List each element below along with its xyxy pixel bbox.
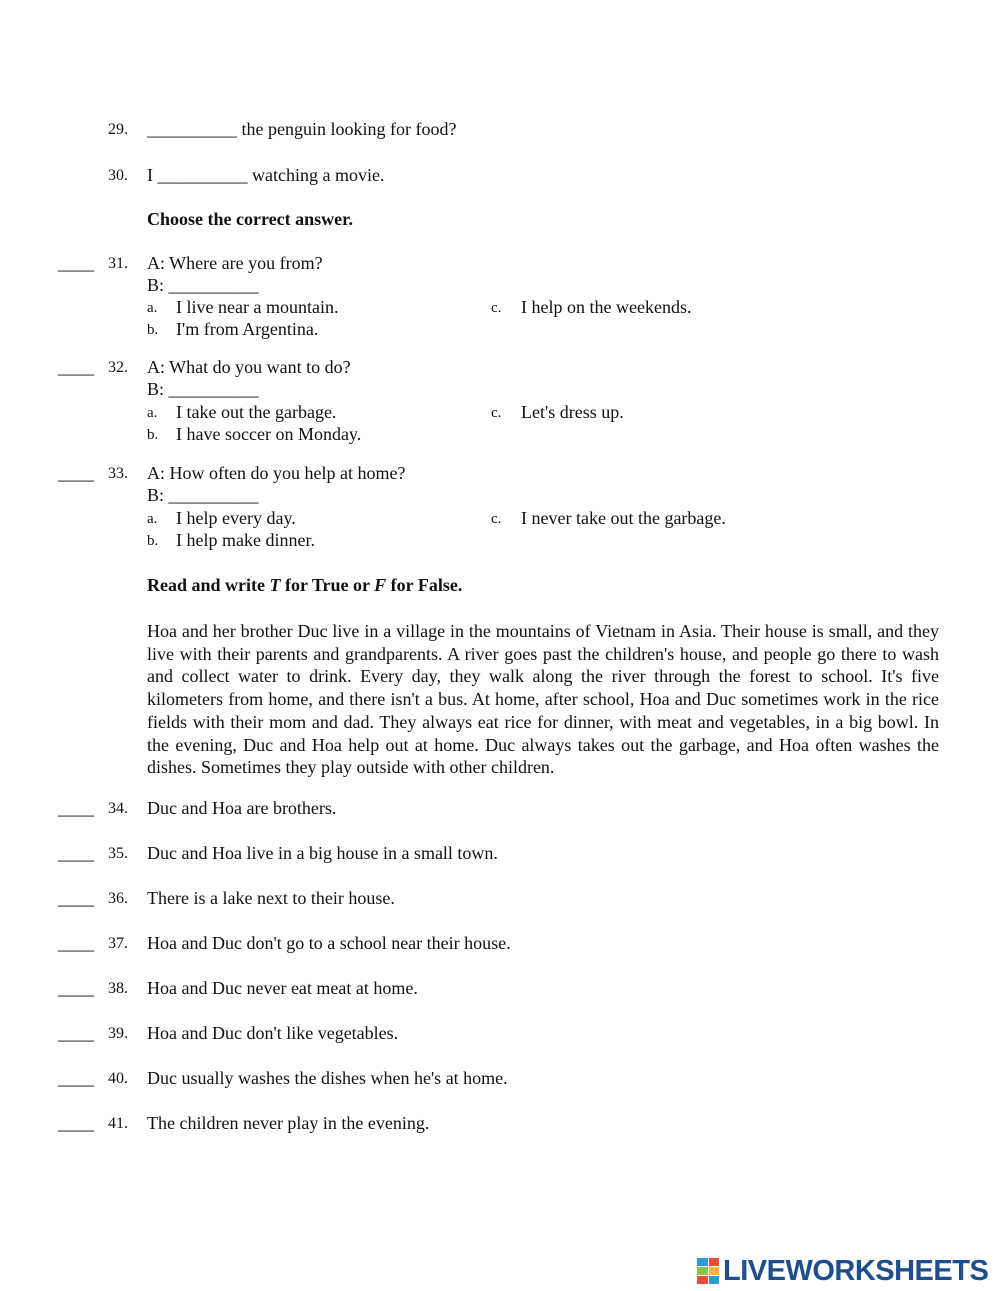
option-text-33b: I help make dinner. — [176, 530, 315, 550]
statement-38: Hoa and Duc never eat meat at home. — [147, 978, 418, 998]
question-number-34: 34. — [108, 800, 128, 817]
question-number-37: 37. — [108, 935, 128, 952]
question-number-32: 32. — [108, 359, 128, 376]
answer-blank-37[interactable]: ____ — [58, 933, 94, 953]
liveworksheets-logo — [697, 1254, 988, 1288]
heading-part-3: for False. — [386, 575, 463, 595]
answer-line-31: B: __________ — [147, 275, 259, 295]
option-letter-31a: a. — [147, 300, 158, 316]
logo-tiles-icon — [697, 1258, 719, 1284]
answer-blank-39[interactable]: ____ — [58, 1023, 94, 1043]
option-text-31c: I help on the weekends. — [521, 297, 692, 317]
option-text-31b: I'm from Argentina. — [176, 319, 319, 339]
logo-tile — [709, 1276, 720, 1284]
question-number-41: 41. — [108, 1115, 128, 1132]
logo-tile — [709, 1258, 720, 1266]
heading-part-2: for True or — [280, 575, 375, 595]
statement-40: Duc usually washes the dishes when he's at home. — [147, 1068, 508, 1088]
question-number-33: 33. — [108, 465, 128, 482]
question-text-30: I __________ watching a movie. — [147, 165, 385, 185]
logo-tile — [697, 1267, 708, 1275]
option-letter-33a: a. — [147, 511, 158, 527]
option-letter-33c: c. — [491, 511, 502, 527]
logo-tile — [697, 1258, 708, 1266]
statement-36: There is a lake next to their house. — [147, 888, 395, 908]
option-text-31a: I live near a mountain. — [176, 297, 339, 317]
statement-34: Duc and Hoa are brothers. — [147, 798, 337, 818]
question-number-31: 31. — [108, 255, 128, 272]
question-number-30: 30. — [108, 167, 128, 184]
question-prompt-33: A: How often do you help at home? — [147, 463, 406, 483]
question-number-35: 35. — [108, 845, 128, 862]
answer-blank-32[interactable]: ____ — [58, 357, 94, 377]
question-number-40: 40. — [108, 1070, 128, 1087]
option-text-32c: Let's dress up. — [521, 402, 624, 422]
logo-tile — [709, 1267, 720, 1275]
option-text-32b: I have soccer on Monday. — [176, 424, 362, 444]
statement-37: Hoa and Duc don't go to a school near their house. — [147, 933, 511, 953]
logo-wordmark: LIVEWORKSHEETS — [723, 1255, 989, 1287]
question-prompt-31: A: Where are you from? — [147, 253, 323, 273]
question-number-29: 29. — [108, 121, 128, 138]
option-letter-31b: b. — [147, 322, 159, 338]
answer-line-32: B: __________ — [147, 379, 259, 399]
option-letter-32a: a. — [147, 405, 158, 421]
question-text-29: __________ the penguin looking for food? — [147, 119, 457, 139]
section-heading-read — [147, 574, 462, 596]
option-text-32a: I take out the garbage. — [176, 402, 337, 422]
answer-blank-33[interactable]: ____ — [58, 463, 94, 483]
heading-false-letter: F — [374, 575, 387, 595]
answer-line-33: B: __________ — [147, 485, 259, 505]
option-letter-32b: b. — [147, 427, 159, 443]
option-letter-32c: c. — [491, 405, 502, 421]
question-prompt-32: A: What do you want to do? — [147, 357, 351, 377]
option-letter-33b: b. — [147, 533, 159, 549]
answer-blank-38[interactable]: ____ — [58, 978, 94, 998]
statement-35: Duc and Hoa live in a big house in a small town. — [147, 843, 498, 863]
question-number-36: 36. — [108, 890, 128, 907]
answer-blank-40[interactable]: ____ — [58, 1068, 94, 1088]
heading-part-1: Read and write — [147, 575, 270, 595]
section-heading-choose: Choose the correct answer. — [147, 209, 353, 229]
answer-blank-34[interactable]: ____ — [58, 798, 94, 818]
question-number-38: 38. — [108, 980, 128, 997]
heading-true-letter: T — [269, 575, 281, 595]
statement-39: Hoa and Duc don't like vegetables. — [147, 1023, 399, 1043]
question-number-39: 39. — [108, 1025, 128, 1042]
reading-passage: Hoa and her brother Duc live in a village in the mountains of Vietnam in Asia. Their house is small, and they live with their parents and grandparents. A river goes past the children's house, and people go there to wash and collect water to drink. Every day, they walk along the river through the forest to school. It's five kilometers from home, and there isn't a bus. At home, after school, Hoa and Duc sometimes work in the rice fields with their mom and dad. They always eat rice for dinner, with meat and vegetables, in a big bowl. In the evening, Duc and Hoa help out at home. Duc always takes out the garbage, and Hoa often washes the dishes. Sometimes they play outside with other children. — [147, 621, 939, 778]
answer-blank-35[interactable]: ____ — [58, 843, 94, 863]
answer-blank-41[interactable]: ____ — [58, 1113, 94, 1133]
answer-blank-36[interactable]: ____ — [58, 888, 94, 908]
option-letter-31c: c. — [491, 300, 502, 316]
answer-blank-31[interactable]: ____ — [58, 253, 94, 273]
option-text-33a: I help every day. — [176, 508, 296, 528]
option-text-33c: I never take out the garbage. — [521, 508, 726, 528]
statement-41: The children never play in the evening. — [147, 1113, 430, 1133]
logo-tile — [697, 1276, 708, 1284]
